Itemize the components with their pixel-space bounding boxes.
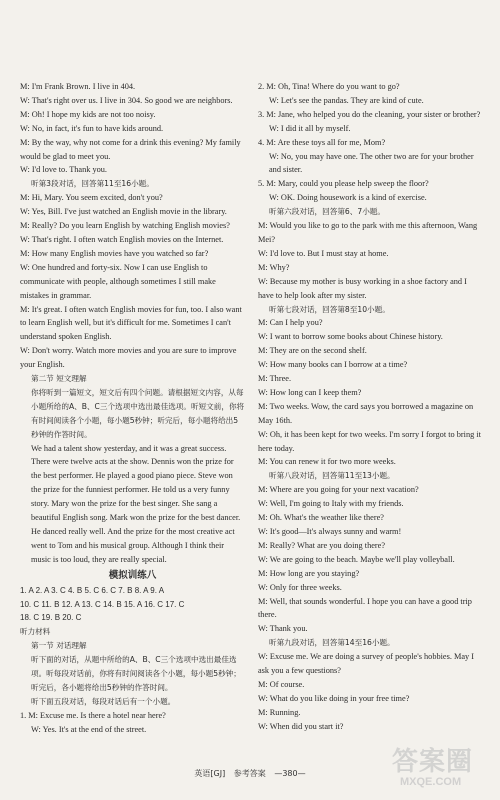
text-line: 听第七段对话，回答第8至10小题。 [269, 304, 390, 314]
watermark-logo [392, 748, 492, 790]
text-line: W: No, you may have one. The other two are for your brother and sister. [269, 151, 474, 175]
text-line: M: Hi, Mary. You seem excited, don't you? [20, 193, 163, 203]
text-line: W: Yes, Bill. I've just watched an English movie in the library. [20, 207, 227, 217]
watermark-url: MXQE.COM [400, 776, 462, 788]
text-line: 听第六段对话，回答第6、7小题。 [269, 207, 385, 217]
text-line: W: How many books can I borrow at a time? [258, 360, 408, 370]
text-line: W: I'd love to. But I must stay at home. [258, 248, 389, 258]
text-line: M: Two weeks. Wow, the card says you borrowed a magazine on May 16th. [258, 401, 474, 425]
text-line: 2. M: Oh, Tina! Where do you want to go? [258, 82, 400, 91]
text-line: 听下面五段对话，每段对话后有一个小题。 [31, 696, 176, 706]
text-line: M: It's great. I often watch English movies for fun, too. I also want to learn English well, but it's difficult for me. Sometimes I can't understand spoken English. [20, 304, 242, 342]
text-line: W: Excuse me. We are doing a survey of people's hobbies. May I ask you a few questions? [258, 652, 475, 676]
text-line: M: Why? [258, 262, 290, 272]
text-line: We had a talent show yesterday, and it was a great success. There were twelve acts at the show. Dennis won the prize for the best performer. He played a good piano piece. Steve won the prize for the funniest performer. He told us a very funny story. Mary won the prize for the best singer. She sang a beautiful English song. Mark won the prize for the best dancer. He danced really well. And the prize for the most creative act went to Tom and his musical group. Although I think their music is too loud, they are really special. [31, 443, 241, 564]
footer-subject: 英语[GJ] [194, 769, 226, 778]
text-line: W: How long can I keep them? [258, 387, 362, 397]
text-line: M: How many English movies have you watched so far? [20, 248, 209, 258]
text-line: M: Would you like to go to the park with me this afternoon, Wang Mei? [258, 221, 478, 244]
right-column [258, 80, 483, 734]
text-line: M: Where are you going for your next vacation? [258, 485, 419, 495]
answer-key-line: 18. C 19. B 20. C [20, 613, 82, 623]
text-line: M: Well, that sounds wonderful. I hope you can have a good trip there. [258, 596, 472, 620]
answer-key-line: 10. C 11. B 12. A 13. C 14. B 15. A 16. C 17. C [20, 599, 185, 609]
text-line: M: Three. [258, 374, 292, 384]
text-line: 听第九段对话，回答第14至16小题。 [269, 638, 395, 648]
text-line: 第二节 短文理解 [31, 374, 87, 384]
text-line: M: I'm Frank Brown. I live in 404. [20, 82, 136, 91]
text-line: 听下面的对话，从题中所给的A、B、C三个选项中选出最佳选项。听每段对话前，你将有时间阅读各个小题，每小题5秒钟；听完后，各小题将给出5秒钟的作答时间。 [31, 655, 241, 692]
text-line: W: Don't worry. Watch more movies and you are sure to improve your English. [20, 346, 237, 370]
text-line: W: OK. Doing housework is a kind of exercise. [269, 193, 427, 203]
text-line: 听第八段对话，回答第11至13小题。 [269, 471, 395, 481]
text-line: W: Only for three weeks. [258, 582, 342, 592]
footer-label: 参考答案 [233, 769, 266, 778]
text-line: W: What do you like doing in your free time? [258, 693, 410, 703]
text-line: W: That's right. I often watch English movies on the Internet. [20, 234, 224, 244]
text-line: W: It's good—It's always sunny and warm! [258, 527, 402, 536]
text-line: 听第3段对话，回答第11至16小题。 [31, 179, 154, 189]
text-line: M: Running. [258, 707, 301, 717]
text-line: 第一节 对话理解 [31, 641, 87, 651]
footer-page-number: —380— [274, 769, 306, 778]
section-heading: 模拟训练八 [108, 569, 157, 581]
text-line: W: When did you start it? [258, 721, 344, 731]
answer-key-line: 1. A 2. A 3. C 4. B 5. C 6. C 7. B 8. A 9. A [20, 585, 165, 595]
text-line: W: Yes. It's at the end of the street. [31, 724, 147, 734]
text-line: W: Let's see the pandas. They are kind of cute. [269, 95, 424, 105]
text-line: M: Of course. [258, 679, 305, 689]
text-line: M: Oh! I hope my kids are not too noisy. [20, 109, 156, 119]
text-line: W: Because my mother is busy working in a shoe factory and I have to help look after my sister. [258, 276, 467, 300]
text-line: W: I'd love to. Thank you. [20, 165, 107, 175]
watermark-text: 答案圈 [392, 747, 474, 777]
left-column [20, 80, 245, 737]
text-line: M: Really? Do you learn English by watching English movies? [20, 221, 230, 231]
text-line: M: Can I help you? [258, 318, 323, 328]
text-line: W: Thank you. [258, 624, 308, 634]
text-line: M: How long are you staying? [258, 568, 360, 578]
text-line: 你将听到一篇短文，短文后有四个问题。请根据短文内容，从每小题所给的A、B、C三个选项中选出最佳选项。听短文前，你将有时间阅读各个小题，每小题5秒钟；听完后，每小题将给出5秒钟的作答时间。 [31, 387, 245, 439]
text-line: M: You can renew it for two more weeks. [258, 457, 396, 467]
text-line: M: Oh. What's the weather like there? [258, 513, 384, 523]
text-line: 1. M: Excuse me. Is there a hotel near here? [20, 710, 166, 720]
text-line: M: They are on the second shelf. [258, 346, 367, 356]
text-line: 5. M: Mary, could you please help sweep the floor? [258, 179, 429, 189]
text-line: 听力材料 [20, 627, 51, 637]
text-line: W: That's right over us. I live in 304. So good we are neighbors. [20, 95, 233, 105]
text-line: 4. M: Are these toys all for me, Mom? [258, 137, 386, 147]
text-line: W: I want to borrow some books about Chinese history. [258, 332, 443, 342]
text-line: 3. M: Jane, who helped you do the cleaning, your sister or brother? [258, 109, 481, 119]
text-line: W: Oh, it has been kept for two weeks. I'm sorry I forgot to bring it here today. [258, 429, 481, 453]
text-line: W: I did it all by myself. [269, 123, 351, 133]
text-line: W: One hundred and forty-six. Now I can use English to communicate with people, although sometimes I still make mistakes in grammar. [20, 262, 216, 300]
text-line: W: Well, I'm going to Italy with my friends. [258, 499, 404, 509]
text-line: M: By the way, why not come for a drink this evening? My family would be glad to meet you. [20, 137, 241, 161]
text-line: M: Really? What are you doing there? [258, 540, 386, 550]
text-line: W: We are going to the beach. Maybe we'll play volleyball. [258, 554, 455, 564]
text-line: W: No, in fact, it's fun to have kids around. [20, 123, 164, 133]
